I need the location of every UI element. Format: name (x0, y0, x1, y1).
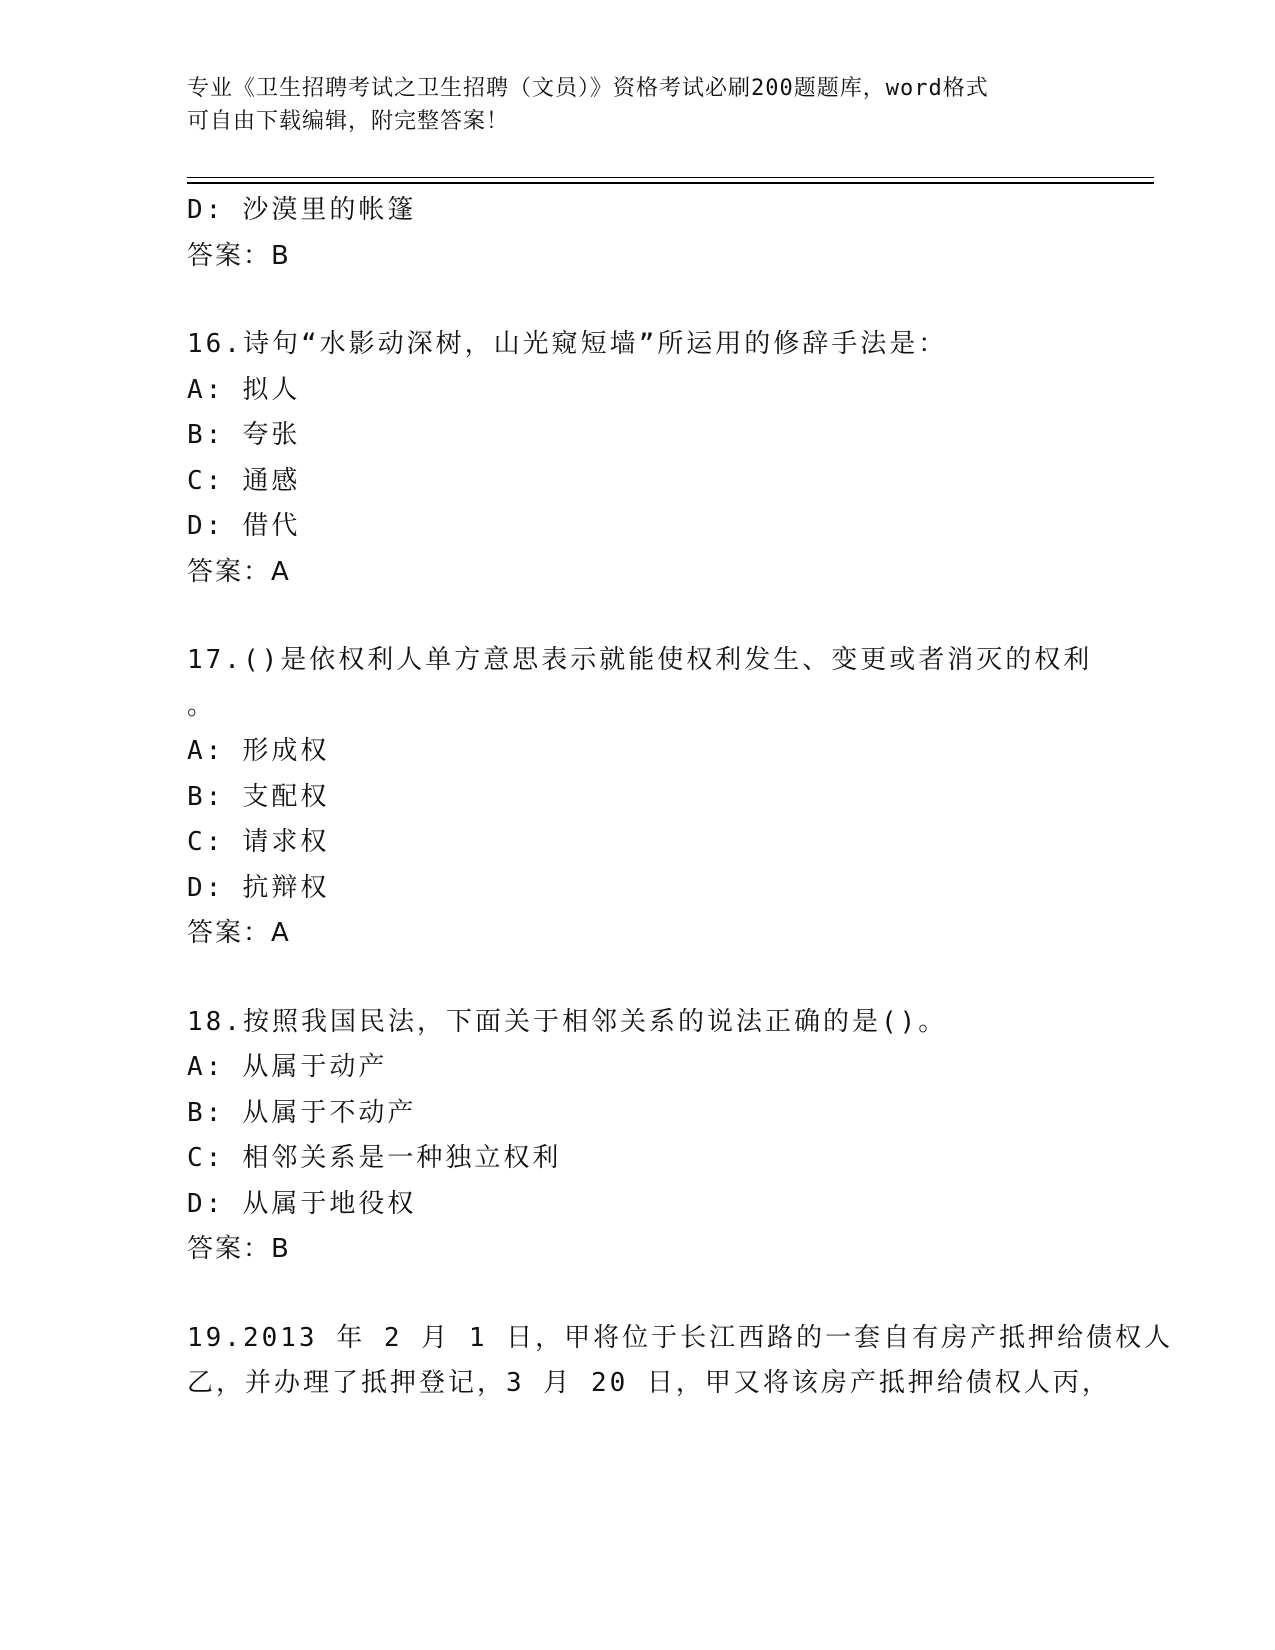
question-stem-line-1: 19.2013 年 2 月 1 日，甲将位于长江西路的一套自有房产抵押给债权人 (187, 1322, 1174, 1353)
question-stem: 18.按照我国民法，下面关于相邻关系的说法正确的是()。 (187, 1006, 948, 1037)
option-letter: A: (187, 374, 225, 405)
question-stem: 17.()是依权利人单方意思表示就能使权利发生、变更或者消灭的权利 (187, 645, 1093, 675)
question-stem-line-2: 乙，并办理了抵押登记，3 月 20 日，甲又将该房产抵押给债权人丙， (187, 1368, 1111, 1398)
option-letter: D: (187, 1188, 225, 1219)
answer-line: 答案：B (187, 1234, 291, 1264)
option-text: 沙漠里的帐篷 (242, 195, 417, 225)
option-text: 支配权 (242, 781, 330, 812)
question-18 (187, 1000, 1117, 1273)
option-d (187, 188, 1117, 234)
option-letter: C: (187, 465, 225, 496)
option-d (187, 1182, 1117, 1228)
option-letter: C: (187, 827, 225, 857)
header-line-1: 专业《卫生招聘考试之卫生招聘（文员）》资格考试必刷200题题库，word格式 (187, 76, 989, 101)
option-text: 拟人 (242, 374, 301, 405)
option-c (187, 820, 1117, 866)
option-d (187, 504, 1117, 550)
option-letter: D: (187, 195, 225, 225)
option-a (187, 729, 1117, 775)
question-17 (187, 638, 1117, 957)
option-letter: D: (187, 872, 225, 903)
option-a (187, 1045, 1117, 1091)
spacer (187, 595, 1117, 638)
header-divider (187, 177, 1154, 184)
question-stem-tail: 。 (187, 690, 217, 721)
spacer (187, 279, 1117, 322)
answer-line: 答案：B (187, 240, 291, 271)
option-text: 从属于不动产 (242, 1097, 417, 1128)
option-c (187, 459, 1117, 505)
spacer (187, 1273, 1117, 1316)
option-text: 通感 (242, 465, 301, 496)
question-16 (187, 322, 1117, 595)
option-b (187, 1091, 1117, 1137)
option-text: 相邻关系是一种独立权利 (242, 1143, 562, 1173)
option-text: 形成权 (242, 736, 330, 766)
option-text: 抗辩权 (242, 872, 330, 903)
question-content (187, 188, 1174, 1407)
option-text: 从属于地役权 (242, 1188, 417, 1219)
option-b (187, 775, 1117, 821)
option-letter: A: (187, 736, 225, 766)
question-stem: 16.诗句“水影动深树，山光窥短墙”所运用的修辞手法是： (187, 329, 948, 359)
option-letter: C: (187, 1143, 225, 1173)
option-letter: D: (187, 511, 225, 541)
option-b (187, 413, 1117, 459)
answer-line: 答案：A (187, 556, 291, 587)
option-text: 从属于动产 (242, 1052, 388, 1082)
answer-line: 答案：A (187, 918, 291, 948)
option-letter: B: (187, 781, 225, 812)
option-letter: A: (187, 1052, 225, 1082)
option-c (187, 1136, 1117, 1182)
option-d (187, 866, 1117, 912)
option-text: 借代 (242, 511, 301, 541)
question-19 (187, 1316, 1174, 1407)
option-letter: B: (187, 1097, 225, 1128)
option-text: 请求权 (242, 827, 330, 857)
header-line-2: 可自由下载编辑，附完整答案！ (187, 109, 510, 134)
option-text: 夸张 (242, 420, 301, 450)
spacer (187, 957, 1117, 1000)
document-header (187, 72, 1087, 138)
option-a (187, 368, 1117, 414)
option-letter: B: (187, 420, 225, 450)
